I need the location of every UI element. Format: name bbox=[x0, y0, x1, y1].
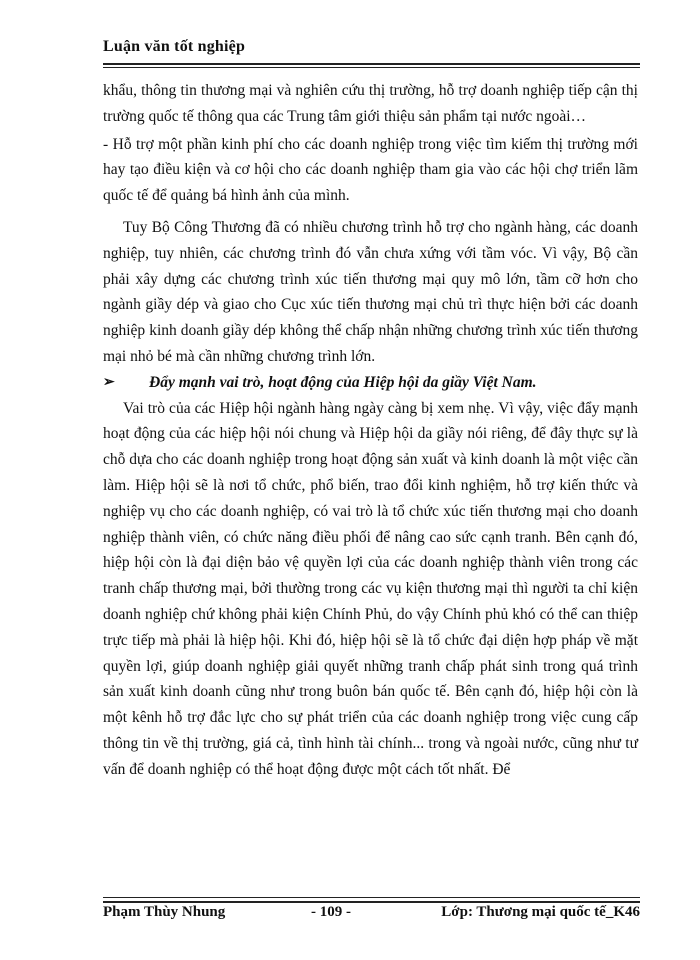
section-heading-text: Đẩy mạnh vai trò, hoạt động của Hiệp hội da giầy Việt Nam. bbox=[149, 373, 537, 391]
document-body bbox=[103, 78, 638, 783]
bullet-dash-item: - Hỗ trợ một phần kinh phí cho các doanh nghiệp trong việc tìm kiếm thị trường mới hay tạo điều kiện và cơ hội cho các doanh nghiệp tham gia vào các hội chợ triển lãm quốc tế để quảng bá hình ảnh của mình. bbox=[103, 135, 638, 205]
footer-rule-thick bbox=[103, 901, 640, 903]
page-header-title: Luận văn tốt nghiệp bbox=[103, 38, 246, 55]
header-rule-thick bbox=[103, 63, 640, 65]
footer-author: Phạm Thùy Nhung bbox=[103, 904, 226, 920]
footer-class: Lớp: Thương mại quốc tế_K46 bbox=[441, 904, 640, 920]
paragraph-association: Vai trò của các Hiệp hội ngành hàng ngày càng bị xem nhẹ. Vì vậy, việc đẩy mạnh hoạt động của các hiệp hội nói chung và Hiệp hội da giầy nói riêng, để đây thực sự là chỗ dựa cho các doanh nghiệp trong hoạt động sản xuất và kinh doanh là một việc cần làm. Hiệp hội sẽ là nơi tổ chức, phổ biến, trao đổi kinh nghiệm, hỗ trợ kiến thức và nghiệp vụ cho các doanh nghiệp, có vai trò là tổ chức xúc tiến thương mại cho doanh nghiệp thành viên, có chức năng điều phối để nâng cao sức cạnh tranh. Bên cạnh đó, hiệp hội còn là đại diện bảo vệ quyền lợi của các doanh nghiệp thành viên trong các tranh chấp thương mại, bởi thường trong các vụ kiện thương mại thì người ta chỉ kiện doanh nghiệp chứ không phải kiện Chính Phủ, do vậy Chính phủ khó có thể can thiệp trực tiếp mà phải là hiệp hội. Khi đó, hiệp hội sẽ là tổ chức đại diện hợp pháp về mặt quyền lợi, giúp doanh nghiệp giải quyết những tranh chấp phát sinh trong quá trình sản xuất kinh doanh cũng như trong buôn bán quốc tế. Bên cạnh đó, hiệp hội còn là một kênh hỗ trợ đắc lực cho sự phát triển của các doanh nghiệp trong việc cung cấp thông tin về thị trường, giá cả, tình hình tài chính... trong và ngoài nước, cũng như tư vấn để doanh nghiệp có thể hoạt động được một cách tốt nhất. Để bbox=[103, 399, 638, 778]
paragraph-ministry: Tuy Bộ Công Thương đã có nhiều chương trình hỗ trợ cho ngành hàng, các doanh nghiệp, tuy nhiên, các chương trình đó vẫn chưa xứng với tầm vóc. Vì vậy, Bộ cần phải xây dựng các chương trình xúc tiến thương mại quy mô lớn, tầm cỡ hơn cho ngành giầy dép và giao cho Cục xúc tiến thương mại chủ trì thực hiện bởi các doanh nghiệp kinh doanh giầy dép không thể chấp nhận những chương trình xúc tiến thương mại nhỏ bé mà cần những chương trình lớn. bbox=[103, 218, 638, 365]
footer-rule-thin bbox=[103, 897, 640, 898]
footer-page-number: - 109 - bbox=[311, 904, 351, 920]
paragraph-continuation: khẩu, thông tin thương mại và nghiên cứu thị trường, hỗ trợ doanh nghiệp tiếp cận thị trường quốc tế thông qua các Trung tâm giới thiệu sản phẩm tại nước ngoài… bbox=[103, 82, 638, 125]
arrow-bullet-icon: ➢ bbox=[103, 374, 115, 390]
section-heading bbox=[103, 370, 638, 396]
header-rule-thin bbox=[103, 67, 640, 68]
